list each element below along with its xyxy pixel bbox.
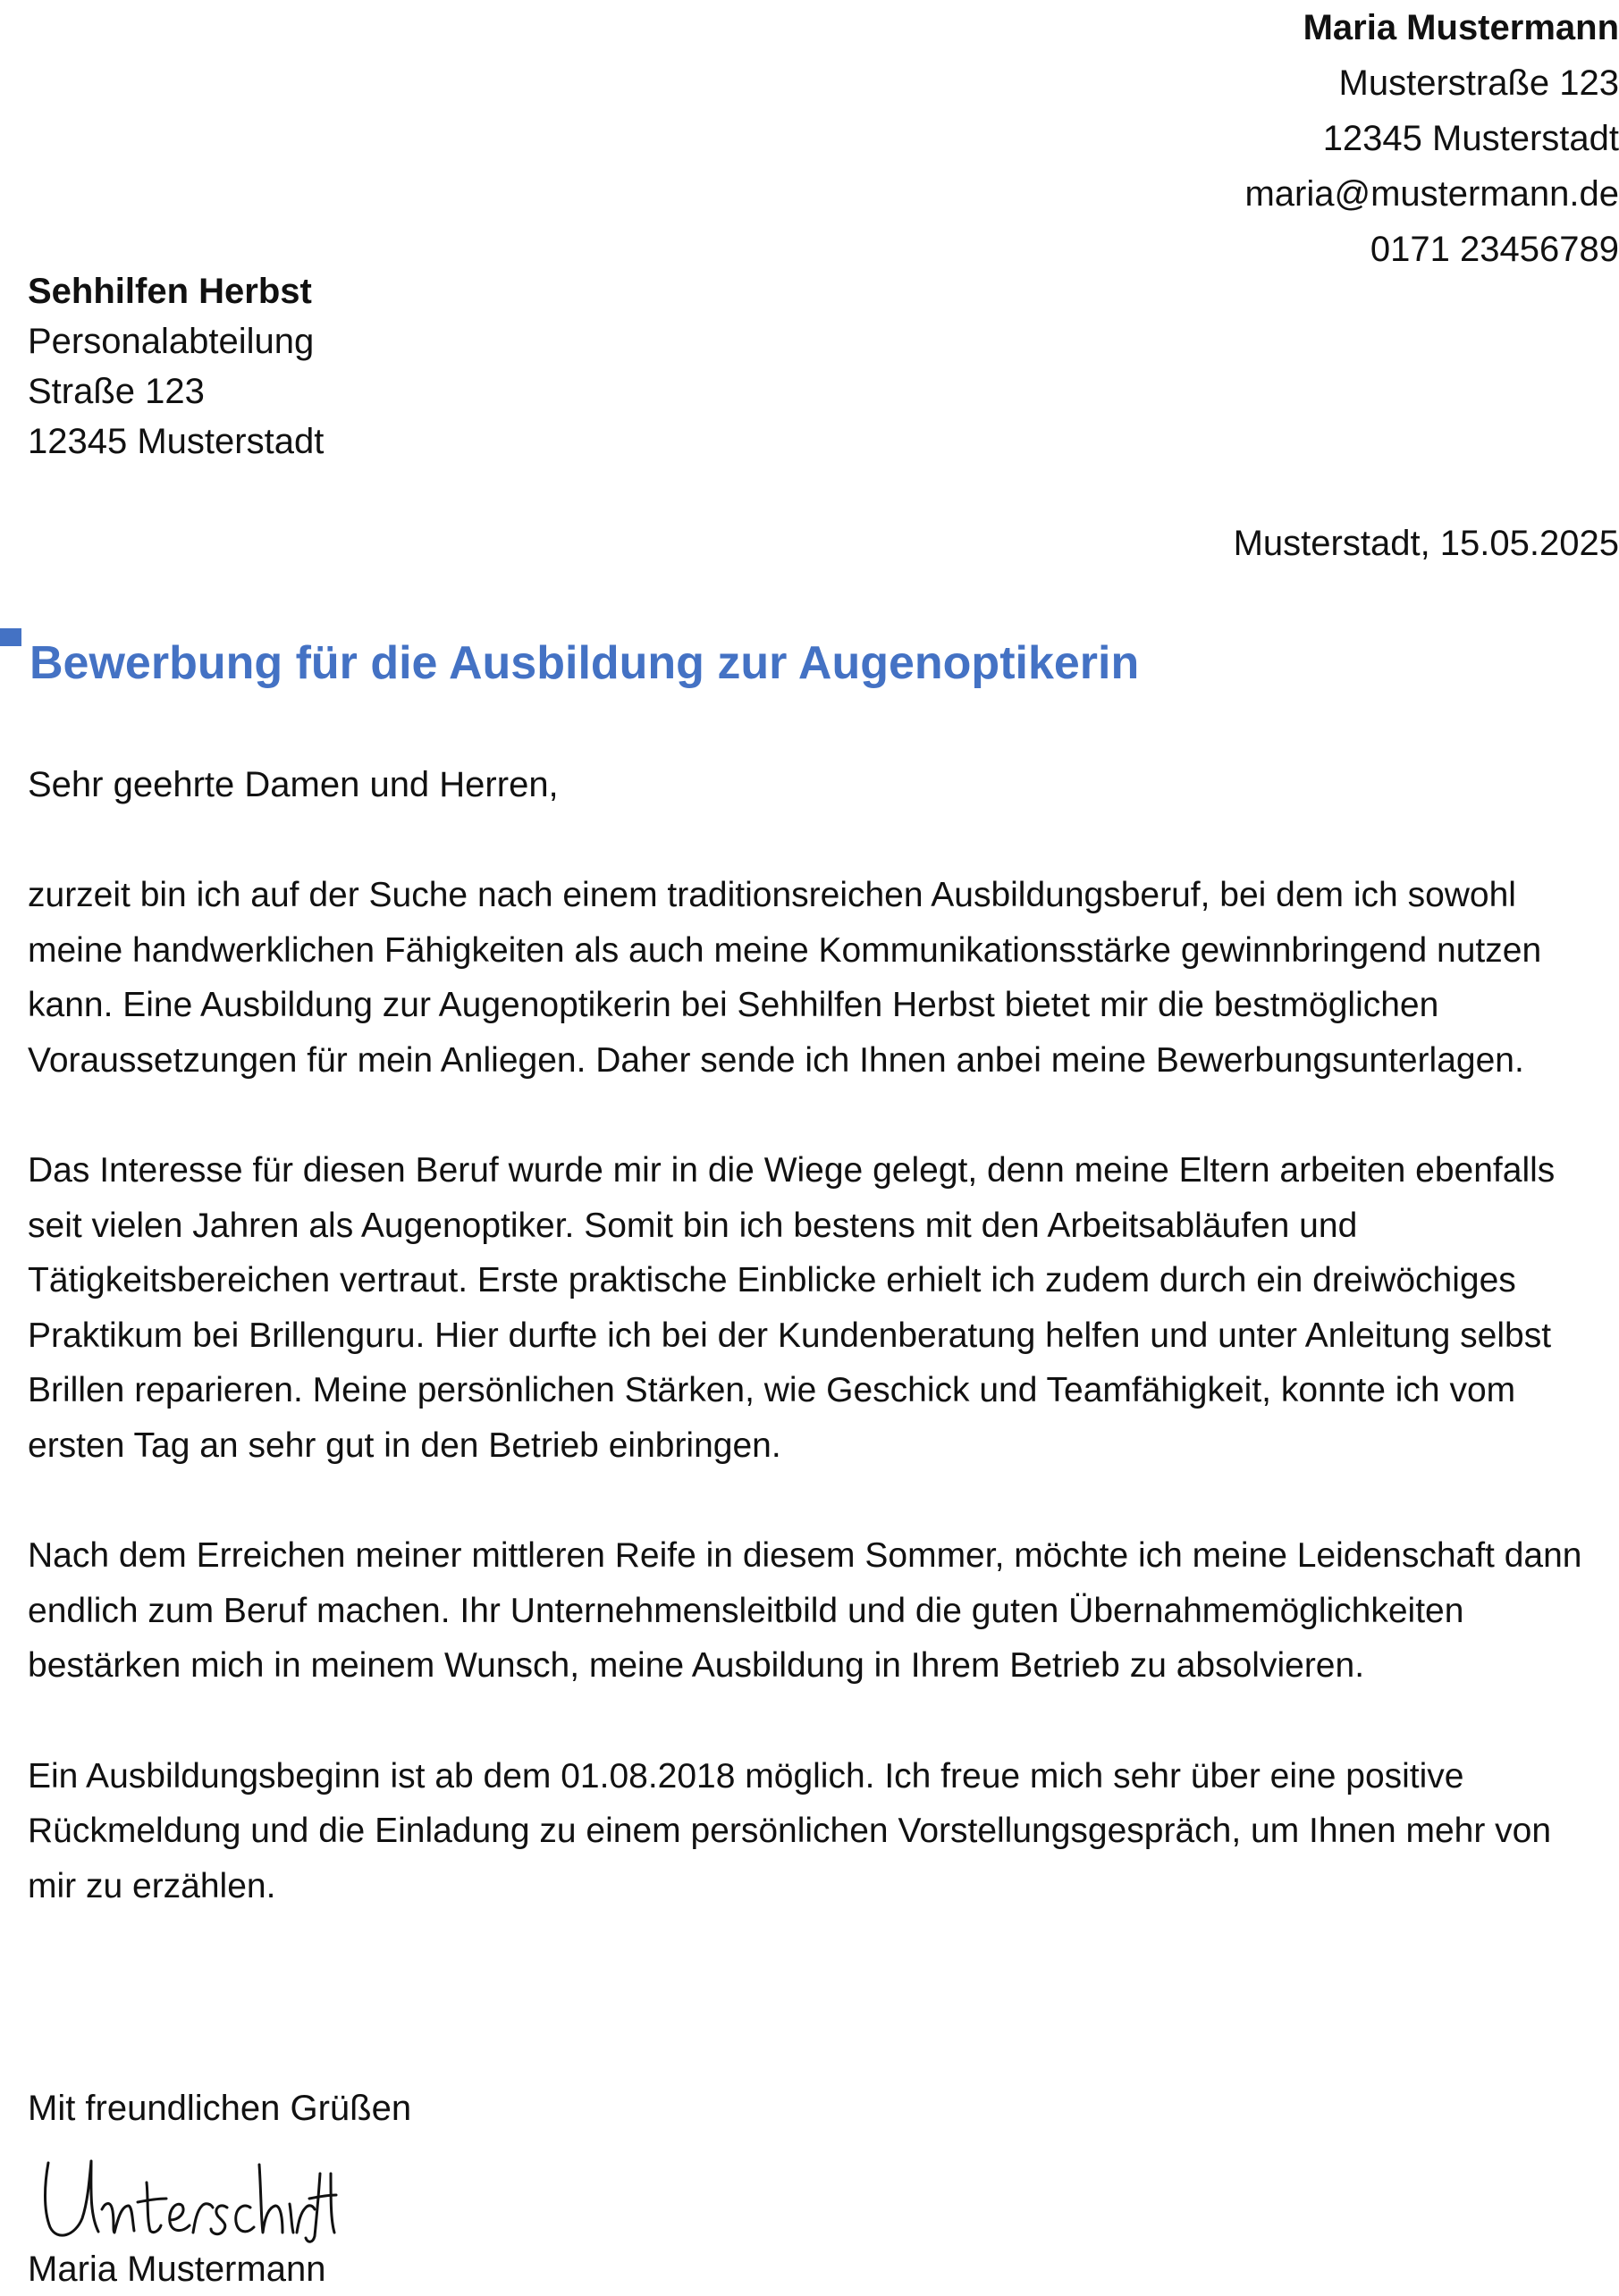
salutation: Sehr geehrte Damen und Herren, <box>28 765 559 804</box>
closing-phrase: Mit freundlichen Grüßen <box>28 2089 412 2128</box>
letter-subject: Bewerbung für die Ausbildung zur Augenoptikerin <box>30 637 1140 689</box>
body-paragraph: Ein Ausbildungsbeginn ist ab dem 01.08.2018 möglich. Ich freue mich sehr über eine positive Rückmeldung und die Einladung zu einem persönlichen Vorstellungsgespräch, um Ihnen mehr von mir zu erzählen. <box>28 1756 1552 1905</box>
recipient-company: Sehhilfen Herbst <box>28 272 312 311</box>
recipient-city: 12345 Musterstadt <box>28 422 325 461</box>
subject-marker <box>0 628 21 646</box>
body-paragraph: Nach dem Erreichen meiner mittleren Reife in diesem Sommer, möchte ich meine Leidenschaft dann endlich zum Beruf machen. Ihr Unternehmensleitbild und die guten Übernahmemöglichkeiten bestärken mich in meinem Wunsch, meine Ausbildung in Ihrem Betrieb zu absolvieren. <box>28 1536 1582 1686</box>
recipient-street: Straße 123 <box>28 372 205 411</box>
letter-date: Musterstadt, 15.05.2025 <box>1233 524 1619 563</box>
sender-email: maria@mustermann.de <box>1244 174 1619 214</box>
letter-body <box>28 868 1601 1969</box>
recipient-department: Personalabteilung <box>28 322 315 361</box>
handwritten-signature <box>36 2147 340 2245</box>
body-paragraph: zurzeit bin ich auf der Suche nach einem traditionsreichen Ausbildungsberuf, bei dem ich sowohl meine handwerklichen Fähigkeiten als auch meine Kommunikationsstärke gewinnbringend nutzen kann. Eine Ausbildung zur Augenoptikerin bei Sehhilfen Herbst bietet mir die bestmöglichen Voraussetzungen für mein Anliegen. Daher sende ich Ihnen anbei meine Bewerbungsunterlagen. <box>28 876 1542 1080</box>
sender-address-block <box>814 0 1619 277</box>
sender-phone: 0171 23456789 <box>1370 230 1619 269</box>
sender-name: Maria Mustermann <box>1303 8 1619 47</box>
body-paragraph: Das Interesse für diesen Beruf wurde mir in die Wiege gelegt, denn meine Eltern arbeiten ebenfalls seit vielen Jahren als Augenoptiker. Somit bin ich bestens mit den Arbeitsabläufen und Tätigkeitsbereichen vertraut. Erste praktische Einblicke erhielt ich zudem durch ein dreiwöchiges Praktikum bei Brillenguru. Hier durfte ich bei der Kundenberatung helfen und unter Anleitung selbst Brillen reparieren. Meine persönlichen Stärken, wie Geschick und Teamfähigkeit, konnte ich vom ersten Tag an sehr gut in den Betrieb einbringen. <box>28 1150 1556 1465</box>
sender-city: 12345 Musterstadt <box>1322 119 1619 158</box>
recipient-address-block <box>28 266 832 467</box>
signer-name: Maria Mustermann <box>28 2250 326 2289</box>
sender-street: Musterstraße 123 <box>1338 63 1619 103</box>
